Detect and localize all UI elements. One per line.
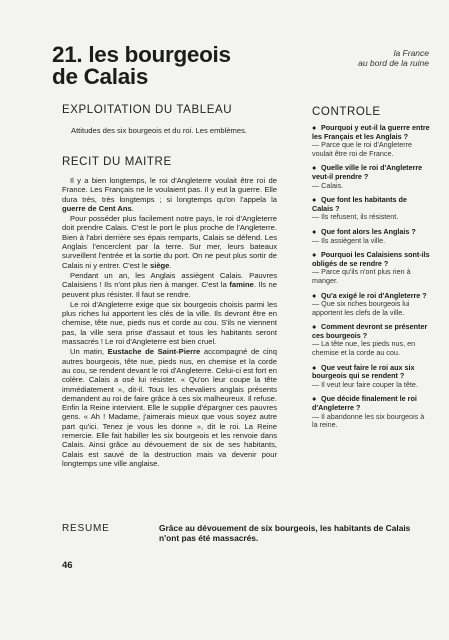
page-number: 46 (62, 560, 73, 571)
bullet-icon: ● (312, 322, 317, 332)
resume-text: Grâce au dévouement de six bourgeois, les habitants de Calais n'ont pas été massacrés. (159, 523, 411, 544)
controle-item (312, 364, 430, 390)
question-text: Que font alors les Anglais ? (321, 226, 416, 236)
answer-text: — Ils refusent, ils résistent. (312, 212, 399, 222)
exploitation-text: Attitudes des six bourgeois et du roi. Les emblèmes. (71, 126, 248, 135)
controle-item (312, 164, 430, 190)
controle-item (312, 124, 430, 158)
question-text: Quelle ville le roi d'Angleterre veut-il prendre ? (312, 163, 423, 181)
exploitation-heading: EXPLOITATION DU TABLEAU (62, 104, 233, 116)
question-text: Que veut faire le roi aux six bourgeois qui se rendent ? (312, 362, 415, 381)
question-text: Pourquoi y eut-il la guerre entre les Français et les Anglais ? (312, 123, 430, 141)
bullet-icon: ● (312, 250, 317, 260)
controle-item (312, 251, 430, 285)
main-column (62, 104, 277, 469)
subtitle-line-2: au bord de la ruine (358, 58, 429, 68)
resume-label: RESUME (62, 523, 110, 534)
answer-text: — Parce qu'ils n'ont plus rien à manger. (312, 267, 411, 285)
recit-paragraph: Il y a bien longtemps, le roi d'Angleterre voulait être roi de France. Les Français ne le voulaient pas. Il y eut la guerre. Elle dura très, très longtemps ; si longtemps qu'on l'appela la guerre de Cent Ans. (62, 176, 277, 213)
subtitle-line-1: la France (393, 48, 429, 58)
question-text: Qu'a exigé le roi d'Angleterre ? (321, 290, 427, 300)
chapter-title-line-1: 21. les bourgeois (52, 42, 231, 67)
recit-heading: RECIT DU MAITRE (62, 156, 172, 168)
controle-column (312, 106, 430, 436)
controle-item (312, 228, 430, 245)
controle-item (312, 323, 430, 357)
answer-text: — Que six riches bourgeois lui apportent les clefs de la ville. (312, 299, 410, 317)
bullet-icon: ● (312, 394, 317, 404)
controle-item (312, 395, 430, 429)
question-text: Que font les habitants de Calais ? (312, 195, 407, 213)
controle-item (312, 292, 430, 318)
recit-paragraph: Le roi d'Angleterre exige que six bourgeois choisis parmi les plus riches lui apportent les clés de la ville. Ils devront être en chemise, tête nue, pieds nus et corde au cou. S'ils ne viennent pas, la ville sera prise d'assaut et tous les habitants seront massacrés ! Le roi d'Angleterre est bien cruel. (62, 299, 277, 347)
question-text: Comment devront se présenter ces bourgeois ? (312, 322, 428, 340)
bullet-icon: ● (312, 226, 317, 236)
answer-text: — Calais. (312, 180, 344, 190)
bullet-icon: ● (312, 123, 317, 132)
answer-text: — Ils assiègent la ville. (312, 235, 386, 245)
bullet-icon: ● (312, 195, 317, 205)
bullet-icon: ● (312, 163, 317, 173)
question-text: Que décide finalement le roi d'Angleterre ? (312, 394, 417, 413)
bullet-icon: ● (312, 290, 317, 300)
recit-body (62, 176, 277, 468)
recit-paragraph: Pour posséder plus facilement notre pays, le roi d'Angleterre doit prendre Calais. C'est le port le plus proche de l'Angleterre. Bien à l'abri derrière ses épais remparts, Calais se défend. Les Anglais l'encerclent par la terre. Sur mer, leurs bateaux surveillent l'entrée et la sortie du port. On ne peut plus sortir de Calais ni y entrer. C'est le siège. (62, 214, 277, 270)
chapter-title (52, 44, 272, 88)
bullet-icon: ● (312, 362, 317, 372)
chapter-subtitle (279, 48, 429, 68)
chapter-title-line-2: de Calais (52, 64, 149, 89)
answer-text: — Il abandonne les six bourgeois à la reine. (312, 411, 425, 430)
controle-heading: CONTROLE (312, 106, 381, 118)
answer-text: — La tête nue, les pieds nus, en chemise et la corde au cou. (312, 339, 416, 358)
answer-text: — Il veut leur faire couper la tête. (312, 379, 418, 389)
answer-text: — Parce que le roi d'Angleterre voulait être roi de France. (312, 140, 413, 158)
recit-paragraph: Pendant un an, les Anglais assiègent Calais. Pauvres Calaisiens ! Ils n'ont plus rien à manger. C'est la famine. Ils ne peuvent plus résister. Il faut se rendre. (62, 270, 277, 299)
recit-paragraph: Un matin, Eustache de Saint-Pierre accompagné de cinq autres bourgeois, tête nue, pieds nus, en chemise et la corde au cou, se rendent devant le roi d'Angleterre. Celui-ci est fort en colère. Calais a osé lui résister. « Qu'on leur coupe la tête immédiatement », dit-il. Tous les chevaliers anglais présents demandent au roi de faire grâce à ces six malheureux. Il refuse. Enfin la Reine intervient. Elle le supplie d'épargner ces pauvres gens. « Ah ! Madame, j'aimerais mieux que vous soyez autre part qu'ici. Tenez je vous les donne », dit le roi. La Reine remercie. Elle fait habiller les six bourgeois et les renvoie dans Calais. Ainsi grâce au dévouement de six de ses habitants, Calais est sauvé de la destruction mais va devenir pour longtemps une ville anglaise. (62, 347, 277, 468)
question-text: Pourquoi les Calaisiens sont-ils obligés de se rendre ? (312, 250, 430, 268)
controle-item (312, 196, 430, 222)
